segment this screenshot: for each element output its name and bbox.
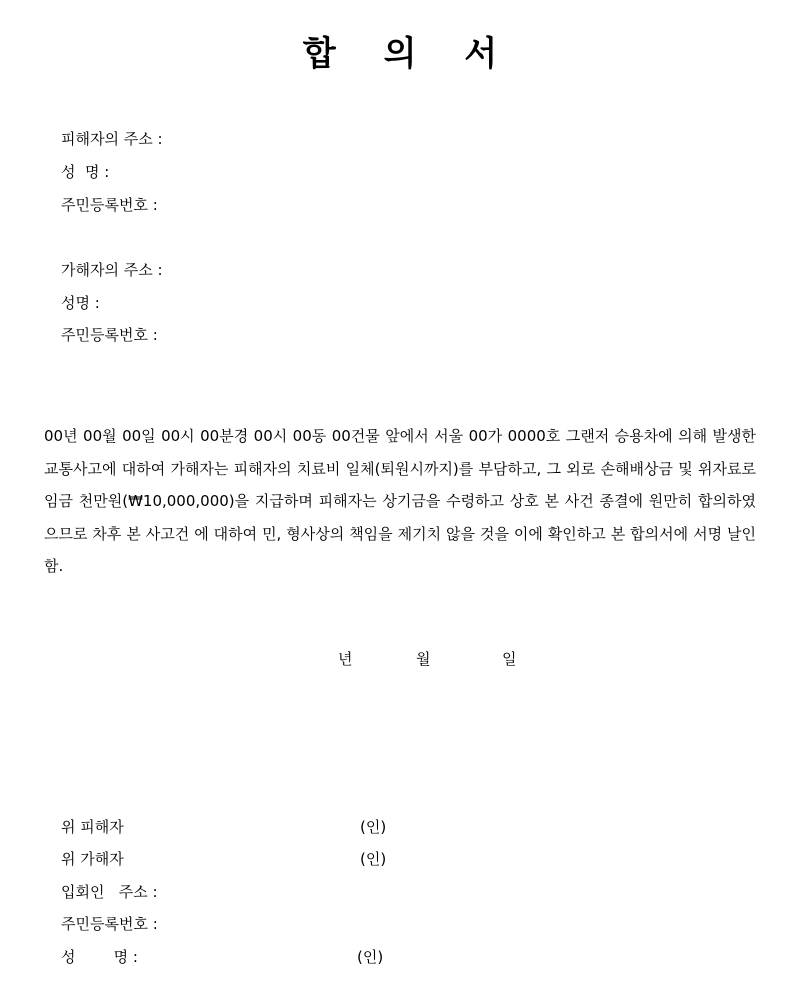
witness-seal: (인) xyxy=(357,948,384,966)
date-year: 년 xyxy=(338,650,353,668)
offender-seal: (인) xyxy=(360,850,387,868)
document-title: 합 의 서 xyxy=(302,34,516,74)
offender-address-label: 가해자의 주소 : xyxy=(61,261,163,279)
victim-signature-label: 위 피해자 xyxy=(61,818,124,836)
witness-rrn-label: 주민등록번호 : xyxy=(61,915,158,933)
victim-rrn-label: 주민등록번호 : xyxy=(61,196,158,214)
victim-seal: (인) xyxy=(360,818,387,836)
offender-name-label: 성명 : xyxy=(61,294,100,312)
date-month: 월 xyxy=(416,650,431,668)
offender-signature-label: 위 가해자 xyxy=(61,850,124,868)
witness-name-label: 성 명 : xyxy=(61,948,138,966)
witness-address-label: 입회인 주소 : xyxy=(61,883,158,901)
victim-name-label: 성 명 : xyxy=(61,163,110,181)
date-day: 일 xyxy=(502,650,517,668)
victim-address-label: 피해자의 주소 : xyxy=(61,130,163,148)
agreement-body: 00년 00월 00일 00시 00분경 00시 00동 00건물 앞에서 서울 00가 0000호 그랜저 승용차에 의해 발생한 교통사고에 대하여 가해자는 피해자의 치료비 일체(퇴원시까지)를 부담하고, 그 외로 손해배상금 및 위자료로 임금 천만원(₩10,000,000)을 지급하며 피해자는 상기금을 수령하고 상호 본 사건 종결에 원만히 합의하였으므로 차후 본 사고건 에 대하여 민, 형사상의 책임을 제기치 않을 것을 이에 확인하고 본 합의서에 서명 날인함. xyxy=(44,427,756,575)
offender-rrn-label: 주민등록번호 : xyxy=(61,326,158,344)
